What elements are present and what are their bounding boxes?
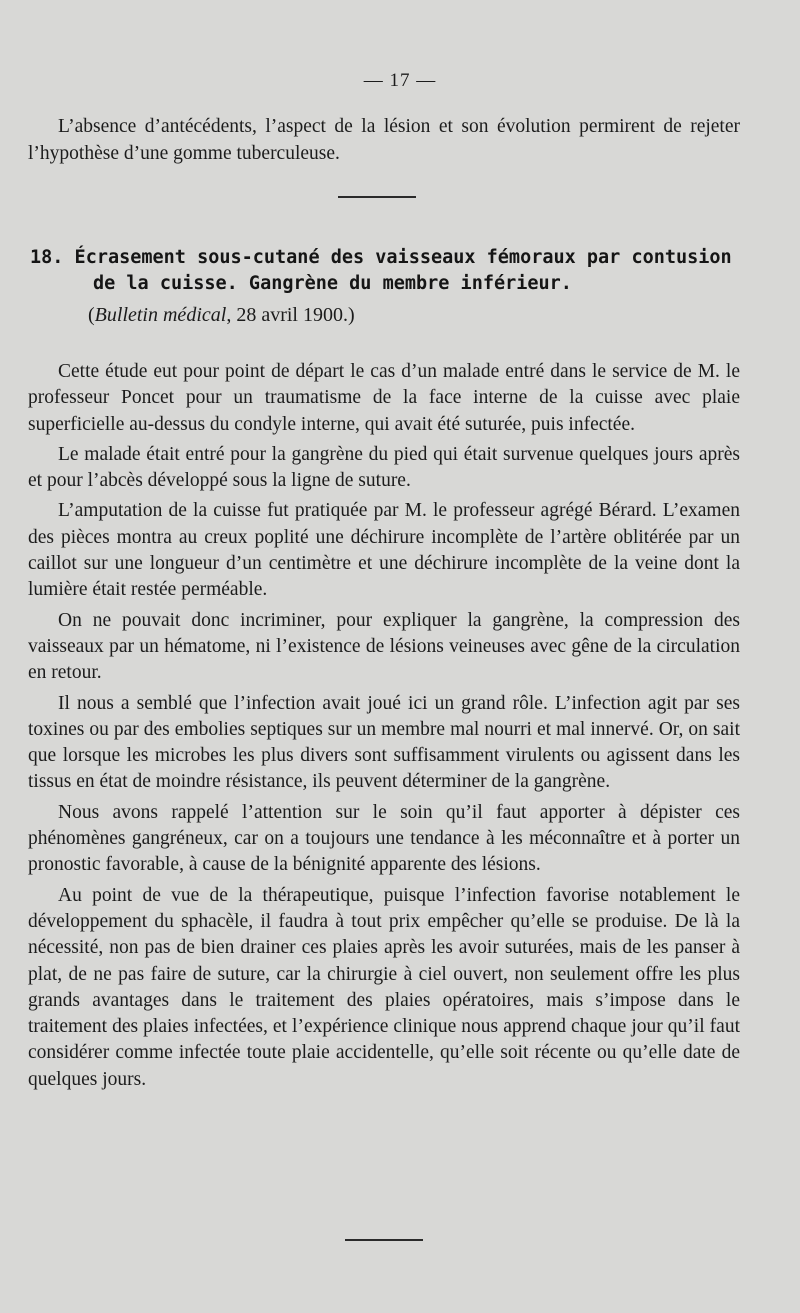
intro-paragraph: L’absence d’antécédents, l’aspect de la lésion et son évolution permirent de rejeter l’hypothèse d’une gomme tuberculeuse. <box>28 116 740 164</box>
body-paragraph: Nous avons rappelé l’attention sur le soin qu’il faut apporter à dépister ces phénomènes gangréneux, car on a toujours une tendance à les méconnaître et à porter un pronostic favorable, à cause de la bénignité apparente des lésions. <box>28 801 740 876</box>
citation-journal: Bulletin médical <box>94 304 227 326</box>
body-paragraph: Le malade était entré pour la gangrène du pied qui était survenue quelques jours après et pour l’abcès développé sous la ligne de suture. <box>28 443 740 492</box>
section-divider-top <box>338 196 416 198</box>
section-heading-line1: 18. Écrasement sous-cutané des vaisseaux fémoraux par contusion <box>30 247 732 268</box>
section-divider-bottom <box>345 1239 423 1241</box>
page-number: — 17 — <box>363 70 437 91</box>
body-paragraph: L’amputation de la cuisse fut pratiquée par M. le professeur agrégé Bérard. L’examen des pièces montra au creux poplité une déchirure incomplète de l’artère oblitérée par un caillot sur une longueur d’un centimètre et une déchirure incomplète de la veine dont la lumière était restée perméable. <box>28 500 740 601</box>
citation-open: ( <box>88 304 95 326</box>
body-paragraph: Cette étude eut pour point de départ le cas d’un malade entré dans le service de M. le professeur Poncet pour un traumatisme de la face interne de la cuisse avec plaie superficielle au-dessus du condyle interne, qui avait été suturée, puis infectée. <box>28 361 740 435</box>
citation-rest: , 28 avril 1900.) <box>226 304 355 326</box>
citation <box>88 302 355 328</box>
body-paragraph: Au point de vue de la thérapeutique, puisque l’infection favorise notablement le développement du sphacèle, il faudra à tout prix empêcher qu’elle se produise. De là la nécessité, non pas de bien drainer ces plaies après les avoir suturées, mais de les panser à plat, de ne pas faire de suture, car la chirurgie à ciel ouvert, non seulement offre les plus grands avantages dans le traitement des plaies opératoires, mais s’impose dans le traitement des plaies infectées, et l’expérience clinique nous apprend chaque jour qu’il faut considérer comme infectée toute plaie accidentelle, qu’elle soit récente ou qu’elle date de quelques jours. <box>28 884 740 1090</box>
body-text <box>28 359 740 1097</box>
body-paragraph: Il nous a semblé que l’infection avait joué ici un grand rôle. L’infection agit par ses toxines ou par des embolies septiques sur un membre mal nourri et mal innervé. Or, on sait que lorsque les microbes les plus divers sont suffisamment virulents ou agissent dans les tissus en état de moindre résistance, ils peuvent déterminer de la gangrène. <box>28 692 740 793</box>
intro-paragraph-block <box>28 113 740 167</box>
section-heading-line2: de la cuisse. Gangrène du membre inférieur. <box>93 273 572 294</box>
section-heading <box>30 245 742 297</box>
body-paragraph: On ne pouvait donc incriminer, pour expliquer la gangrène, la compression des vaisseaux par un hématome, ni l’existence de lésions veineuses avec gêne de la circulation en retour. <box>28 609 740 684</box>
